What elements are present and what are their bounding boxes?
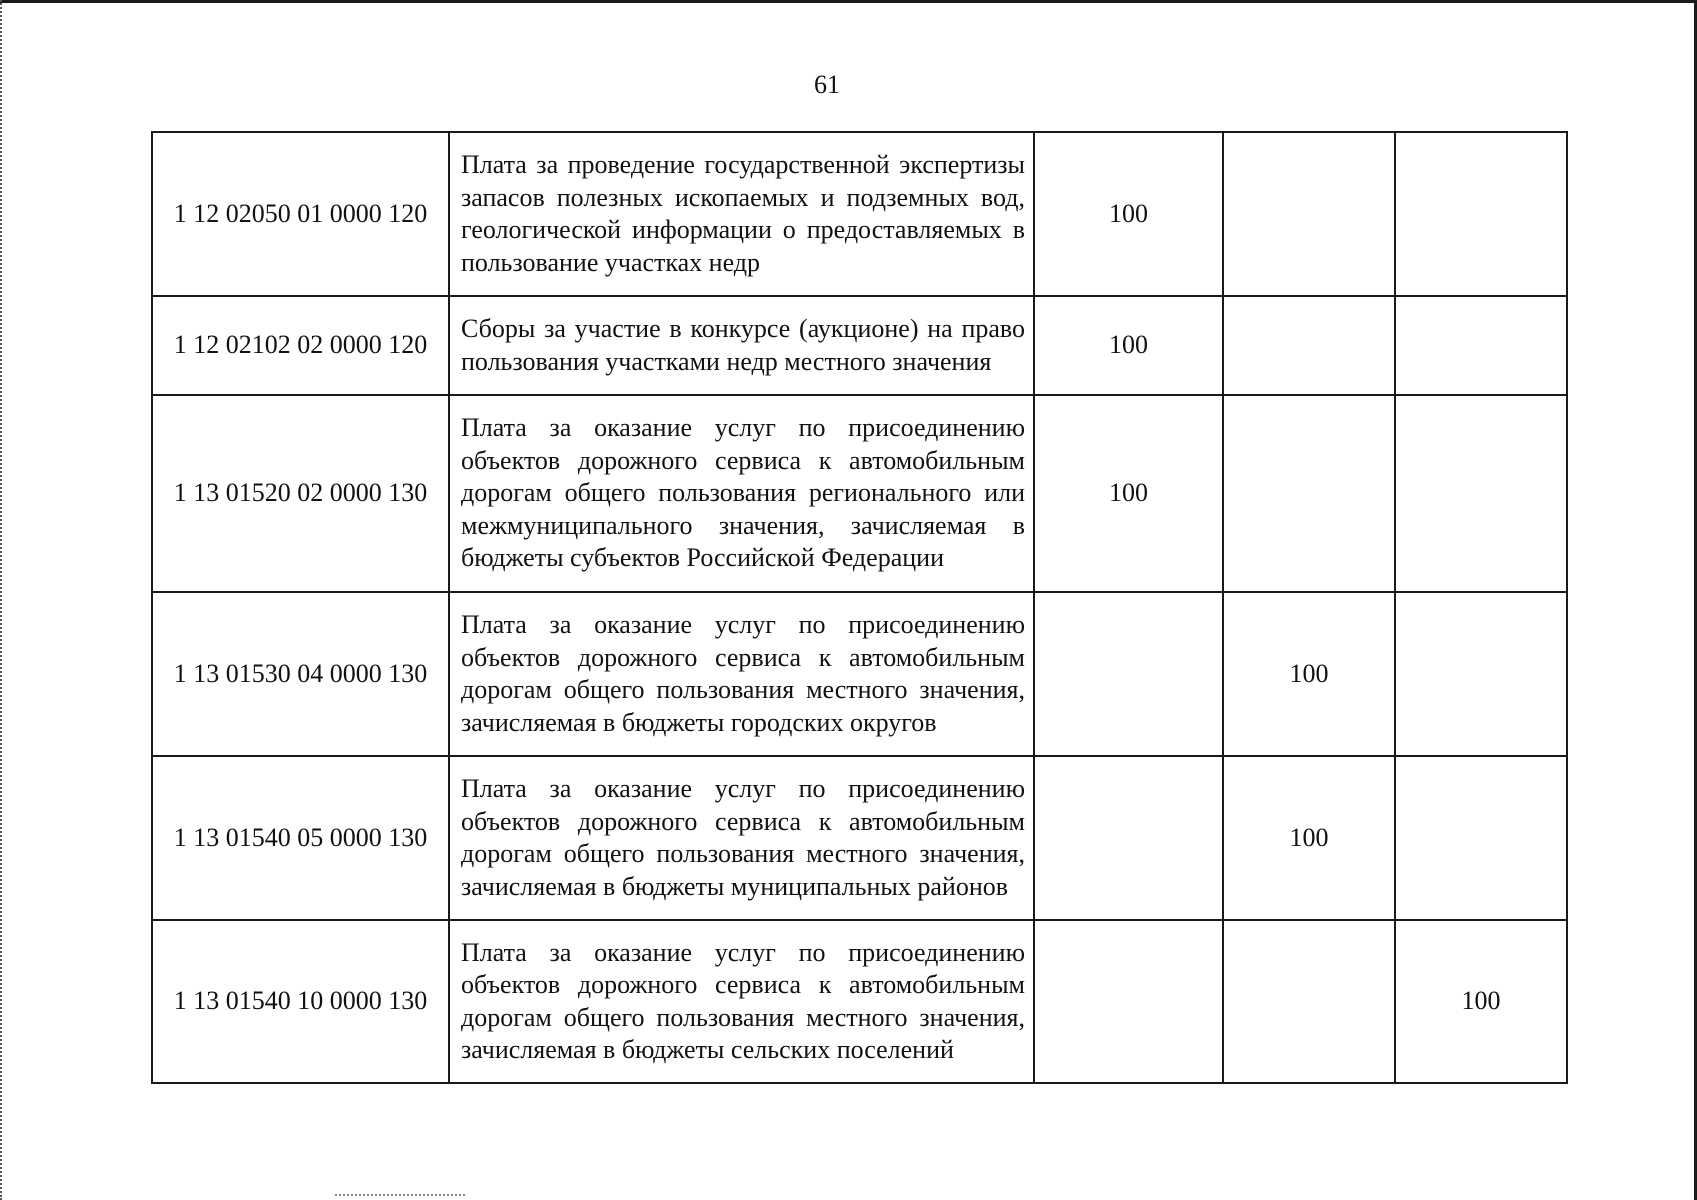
scan-artifact-line (335, 1194, 465, 1198)
revenue-distribution-table (151, 131, 1568, 1084)
percent-cell: 100 (1034, 395, 1223, 592)
percent-cell (1034, 756, 1223, 920)
percent-cell: 100 (1395, 920, 1567, 1083)
revenue-description: Плата за оказание услуг по присоединению объектов дорожного сервиса к автомобильным дорогам общего пользования местного значения, зачисляемая в бюджеты муниципальных районов (449, 756, 1034, 920)
table-row (152, 132, 1567, 296)
percent-cell (1395, 756, 1567, 920)
table-row (152, 592, 1567, 756)
percent-cell (1223, 920, 1395, 1083)
revenue-code: 1 12 02050 01 0000 120 (152, 132, 449, 296)
percent-cell (1395, 395, 1567, 592)
table-row (152, 756, 1567, 920)
percent-cell (1223, 395, 1395, 592)
revenue-code: 1 13 01540 10 0000 130 (152, 920, 449, 1083)
table-row (152, 395, 1567, 592)
revenue-description: Плата за оказание услуг по присоединению объектов дорожного сервиса к автомобильным дорогам общего пользования местного значения, зачисляемая в бюджеты городских округов (449, 592, 1034, 756)
revenue-code: 1 13 01520 02 0000 130 (152, 395, 449, 592)
percent-cell (1034, 592, 1223, 756)
percent-cell (1395, 592, 1567, 756)
revenue-description: Плата за проведение государственной экспертизы запасов полезных ископаемых и подземных вод, геологической информации о предоставляемых в пользование участках недр (449, 132, 1034, 296)
revenue-description: Сборы за участие в конкурсе (аукционе) на право пользования участками недр местного значения (449, 296, 1034, 395)
revenue-code: 1 12 02102 02 0000 120 (152, 296, 449, 395)
page-number: 61 (814, 70, 840, 99)
revenue-code: 1 13 01540 05 0000 130 (152, 756, 449, 920)
percent-cell (1395, 132, 1567, 296)
percent-cell: 100 (1223, 592, 1395, 756)
percent-cell: 100 (1223, 756, 1395, 920)
table-row (152, 920, 1567, 1083)
percent-cell: 100 (1034, 296, 1223, 395)
revenue-code: 1 13 01530 04 0000 130 (152, 592, 449, 756)
percent-cell (1395, 296, 1567, 395)
revenue-description: Плата за оказание услуг по присоединению объектов дорожного сервиса к автомобильным дорогам общего пользования местного значения, зачисляемая в бюджеты сельских поселений (449, 920, 1034, 1083)
revenue-description: Плата за оказание услуг по присоединению объектов дорожного сервиса к автомобильным дорогам общего пользования регионального или межмуниципального значения, зачисляемая в бюджеты субъектов Российской Федерации (449, 395, 1034, 592)
scan-edge-top (0, 0, 1697, 3)
table-row (152, 296, 1567, 395)
percent-cell (1223, 296, 1395, 395)
percent-cell (1223, 132, 1395, 296)
percent-cell: 100 (1034, 132, 1223, 296)
scan-edge-left (0, 0, 2, 1200)
percent-cell (1034, 920, 1223, 1083)
